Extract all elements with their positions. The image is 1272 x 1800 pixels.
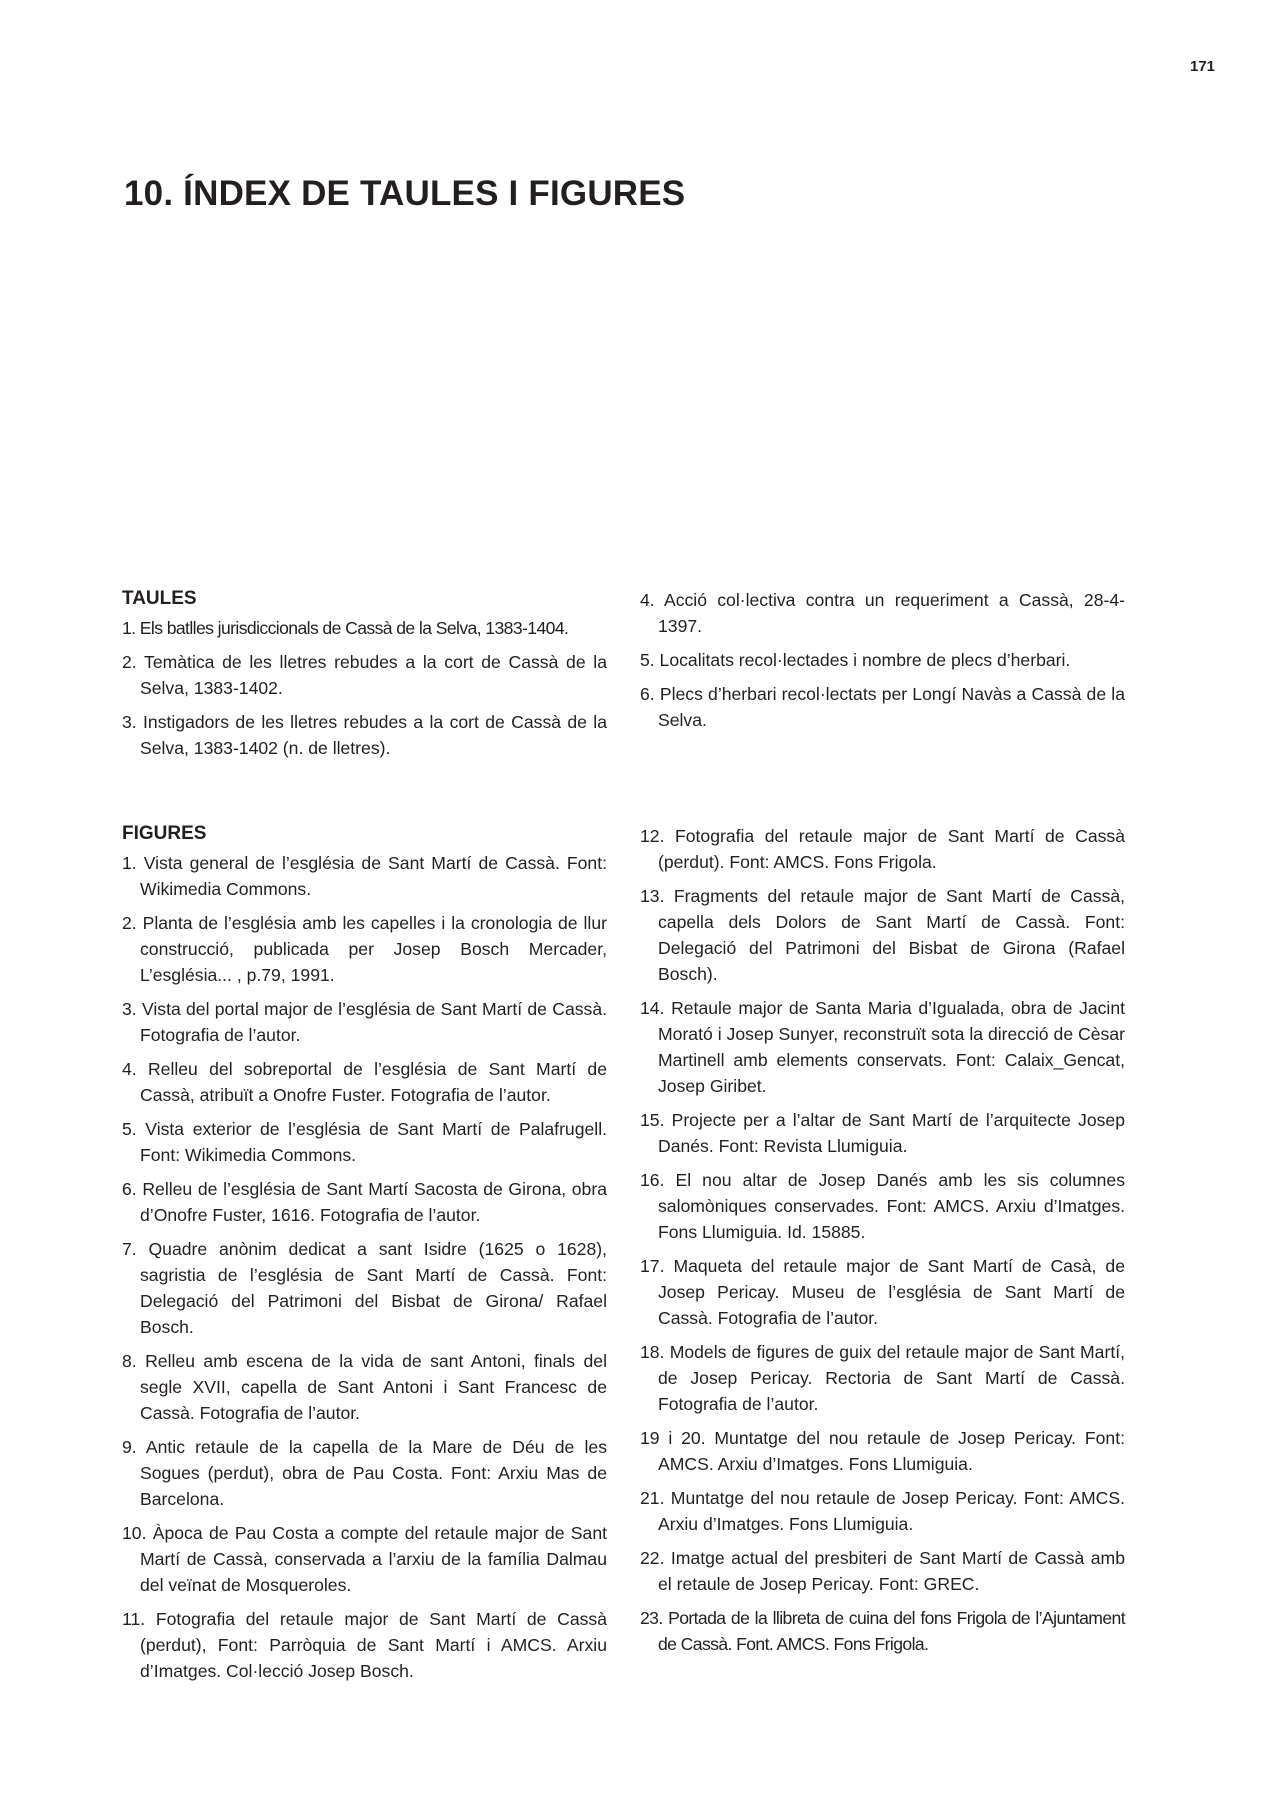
taules-left-column — [122, 588, 607, 769]
figures-list-right — [640, 823, 1125, 1657]
table-entry-5: 5. Localitats recol·lectades i nombre de plecs d’herbari. — [640, 650, 1071, 670]
figures-right-column — [640, 823, 1125, 1665]
figures-heading: FIGURES — [122, 823, 207, 844]
figure-entry-15: 15. Projecte per a l’altar de Sant Martí de l’arquitecte Josep Danés. Font: Revista Llumiguia. — [640, 1110, 1125, 1156]
table-entry-2: 2. Temàtica de les lletres rebudes a la cort de Cassà de la Selva, 1383-1402. — [122, 652, 607, 698]
figures-left-column — [122, 823, 607, 1692]
figure-entry-10: 10. Àpoca de Pau Costa a compte del retaule major de Sant Martí de Cassà, conservada a l’arxiu de la família Dalmau del veïnat de Mosqueroles. — [122, 1523, 607, 1595]
taules-list-right — [640, 587, 1125, 733]
figure-entry-1: 1. Vista general de l’església de Sant Martí de Cassà. Font: Wikimedia Commons. — [122, 853, 607, 899]
figure-entry-4: 4. Relleu del sobreportal de l’església de Sant Martí de Cassà, atribuït a Onofre Fuster. Fotografia de l’autor. — [122, 1059, 607, 1105]
figure-entry-16: 16. El nou altar de Josep Danés amb les sis columnes salomòniques conservades. Font: AMCS. Arxiu d’Imatges. Fons Llumiguia. Id. 15885. — [640, 1170, 1125, 1242]
figure-entry-8: 8. Relleu amb escena de la vida de sant Antoni, finals del segle XVII, capella de Sant Antoni i Sant Francesc de Cassà. Fotografia de l’autor. — [122, 1351, 607, 1423]
figure-entry-3: 3. Vista del portal major de l’església de Sant Martí de Cassà. Fotografia de l’autor. — [122, 999, 607, 1045]
figure-entry-11: 11. Fotografia del retaule major de Sant Martí de Cassà (perdut), Font: Parròquia de Sant Martí i AMCS. Arxiu d’Imatges. Col·lecció Josep Bosch. — [122, 1609, 607, 1681]
figure-entry-7: 7. Quadre anònim dedicat a sant Isidre (1625 o 1628), sagristia de l’església de Sant Martí de Cassà. Font: Delegació del Patrimoni del Bisbat de Girona/ Rafael Bosch. — [122, 1239, 607, 1337]
figure-entry-13: 13. Fragments del retaule major de Sant Martí de Cassà, capella dels Dolors de Sant Martí de Cassà. Font: Delegació del Patrimoni del Bisbat de Girona (Rafael Bosch). — [640, 886, 1125, 984]
taules-heading: TAULES — [122, 588, 197, 609]
figure-entry-5: 5. Vista exterior de l’església de Sant Martí de Palafrugell. Font: Wikimedia Commons. — [122, 1119, 607, 1165]
chapter-title: 10. ÍNDEX DE TAULES I FIGURES — [124, 174, 686, 213]
figure-entry-22: 22. Imatge actual del presbiteri de Sant Martí de Cassà amb el retaule de Josep Pericay. Font: GREC. — [640, 1548, 1125, 1594]
table-entry-4: 4. Acció col·lectiva contra un requeriment a Cassà, 28-4-1397. — [640, 590, 1125, 636]
figure-entry-21: 21. Muntatge del nou retaule de Josep Pericay. Font: AMCS. Arxiu d’Imatges. Fons Llumiguia. — [640, 1488, 1125, 1534]
figure-entry-19-20: 19 i 20. Muntatge del nou retaule de Josep Pericay. Font: AMCS. Arxiu d’Imatges. Fons Llumiguia. — [640, 1428, 1125, 1474]
figure-entry-6: 6. Relleu de l’església de Sant Martí Sacosta de Girona, obra d’Onofre Fuster, 1616. Fotografia de l’autor. — [122, 1179, 607, 1225]
figure-entry-23: 23. Portada de la llibreta de cuina del fons Frigola de l’Ajuntament de Cassà. Font. AMCS. Fons Frigola. — [640, 1608, 1125, 1654]
figure-entry-14: 14. Retaule major de Santa Maria d’Igualada, obra de Jacint Morató i Josep Sunyer, reconstruït sota la direcció de Cèsar Martinell amb elements conservats. Font: Calaix_Gencat, Josep Giribet. — [640, 998, 1125, 1096]
figure-entry-12: 12. Fotografia del retaule major de Sant Martí de Cassà (perdut). Font: AMCS. Fons Frigola. — [640, 826, 1125, 872]
figure-entry-18: 18. Models de figures de guix del retaule major de Sant Martí, de Josep Pericay. Rectoria de Sant Martí de Cassà. Fotografia de l’autor. — [640, 1342, 1125, 1414]
taules-list-left — [122, 615, 607, 761]
figure-entry-2: 2. Planta de l’església amb les capelles i la cronologia de llur construcció, publicada per Josep Bosch Mercader, L’església... , p.79, 1991. — [122, 913, 607, 985]
table-entry-3: 3. Instigadors de les lletres rebudes a la cort de Cassà de la Selva, 1383-1402 (n. de lletres). — [122, 712, 607, 758]
table-entry-6: 6. Plecs d’herbari recol·lectats per Longí Navàs a Cassà de la Selva. — [640, 684, 1125, 730]
figures-list-left — [122, 850, 607, 1684]
table-entry-1: 1. Els batlles jurisdiccionals de Cassà de la Selva, 1383-1404. — [122, 618, 569, 638]
taules-right-column — [640, 587, 1125, 741]
page-number: 171 — [1190, 58, 1216, 75]
figure-entry-17: 17. Maqueta del retaule major de Sant Martí de Casà, de Josep Pericay. Museu de l’església de Sant Martí de Cassà. Fotografia de l’autor. — [640, 1256, 1125, 1328]
figure-entry-9: 9. Antic retaule de la capella de la Mare de Déu de les Sogues (perdut), obra de Pau Costa. Font: Arxiu Mas de Barcelona. — [122, 1437, 607, 1509]
